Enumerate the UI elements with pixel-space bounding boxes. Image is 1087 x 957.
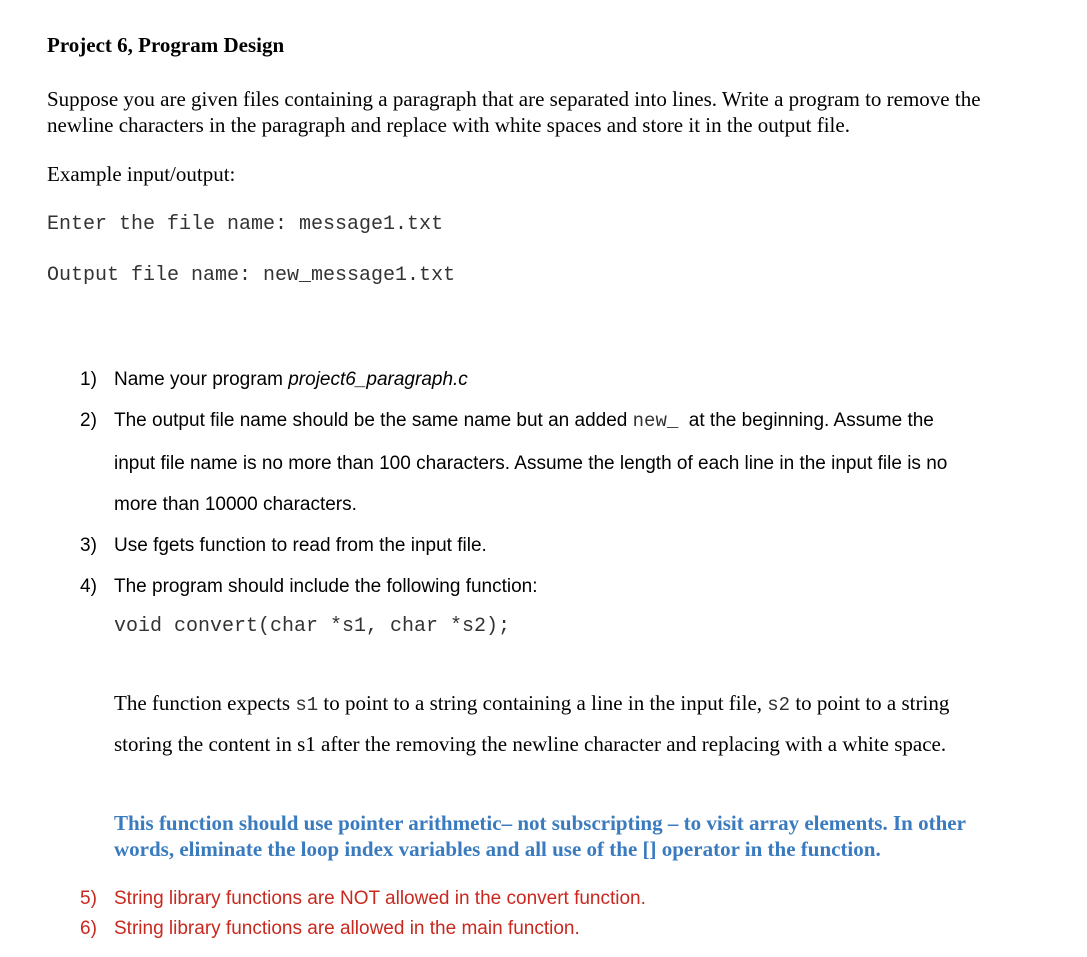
list-number: 1) [80, 369, 97, 390]
function-description-line-1: The function expects s1 to point to a string containing a line in the input file, s2 to point to a string [114, 691, 950, 716]
list-number: 4) [80, 576, 97, 597]
function-signature: void convert(char *s1, char *s2); [114, 615, 511, 638]
example-input-line: Enter the file name: message1.txt [47, 213, 444, 236]
pointer-arithmetic-note: This function should use pointer arithmetic– not subscripting – to visit array elements. In other words, eliminate the loop index variables and all use of the [] operator in the function. [114, 811, 966, 861]
intro-paragraph [47, 86, 1057, 138]
function-description-line-2: storing the content in s1 after the removing the newline character and replacing with a white space. [114, 732, 947, 756]
list-number: 5) [80, 888, 97, 909]
param-s1: s1 [295, 694, 319, 716]
intro-line-1: Suppose you are given files containing a paragraph that are separated into lines. Write a program to remove the [47, 87, 981, 111]
list-text: String library functions are allowed in the main function. [114, 918, 580, 939]
list-number: 2) [80, 410, 97, 431]
example-label: Example input/output: [47, 162, 236, 186]
list-text: Name your program project6_paragraph.c [114, 369, 468, 390]
list-text: Use fgets function to read from the input file. [114, 535, 487, 556]
list-text: The program should include the following function: [114, 576, 538, 597]
list-text: String library functions are NOT allowed in the convert function. [114, 888, 646, 909]
prefix-code: new_ [632, 410, 679, 432]
intro-line-2: newline characters in the paragraph and replace with white spaces and store it in the output file. [47, 113, 850, 137]
list-number: 3) [80, 535, 97, 556]
list-number: 6) [80, 918, 97, 939]
program-filename: project6_paragraph.c [288, 369, 468, 390]
document-title: Project 6, Program Design [47, 33, 285, 57]
param-s2: s2 [767, 694, 791, 716]
example-output-line: Output file name: new_message1.txt [47, 264, 456, 287]
list-text: The output file name should be the same name but an added new_ at the beginning. Assume the [114, 410, 934, 432]
